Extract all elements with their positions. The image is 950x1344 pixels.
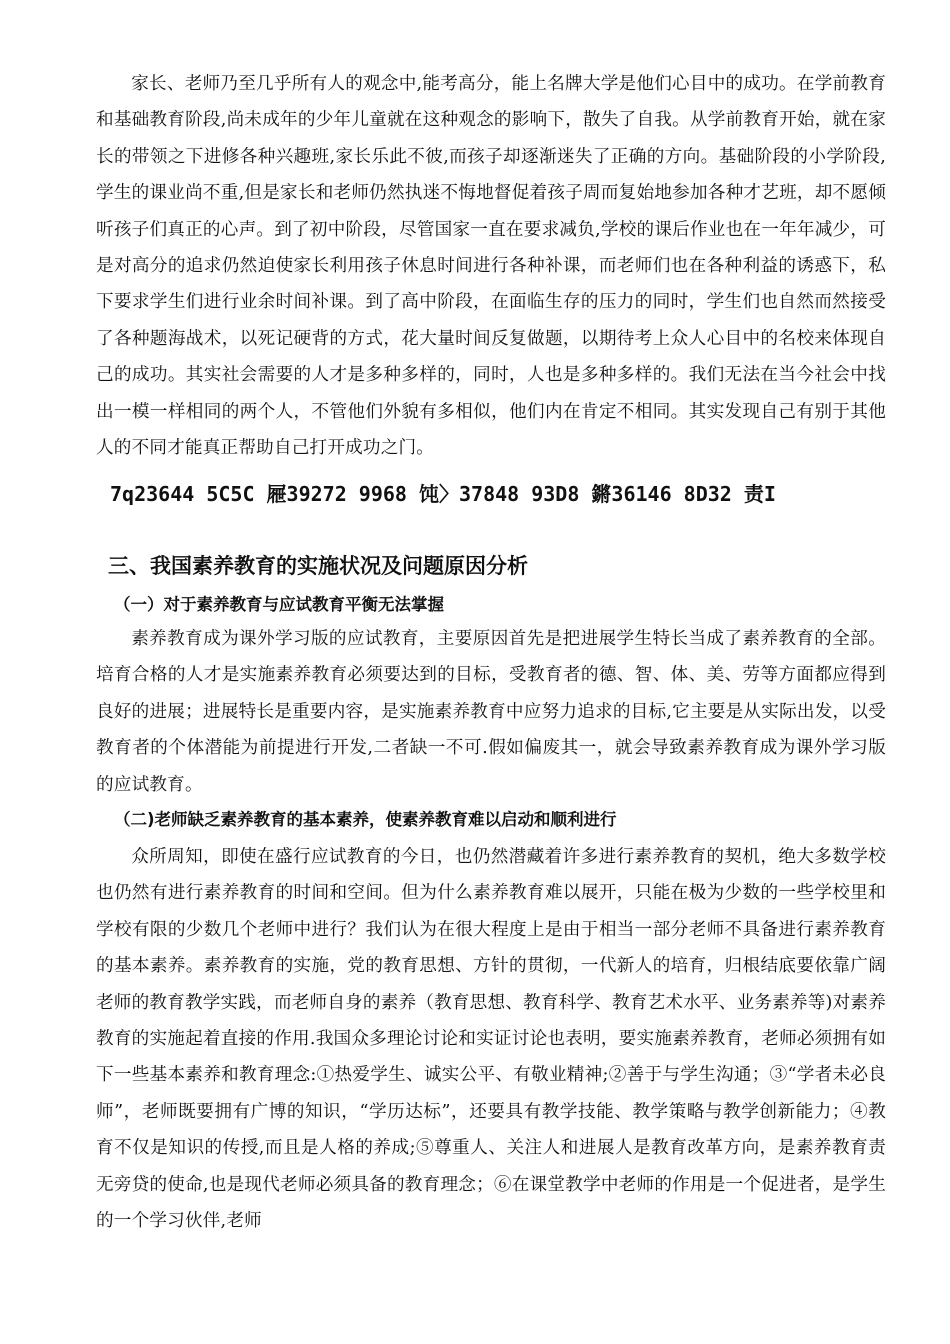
body-paragraph: 众所周知，即使在盛行应试教育的今日，也仍然潜藏着许多进行素养教育的契机，绝大多数学校也仍然有进行素养教育的时间和空间。但为什么素养教育难以展开，只能在极为少数的一些学校里和学校有限的少数几个老师中进行？我们认为在很大程度上是由于相当一部分老师不具备进行素养教育的基本素养。素养教育的实施，党的教育思想、方针的贯彻，一代新人的培育，归根结底要依靠广阔老师的教育教学实践，而老师自身的素养（教育思想、教育科学、教育艺术水平、业务素养等)对素养教育的实施起着直接的作用.我国众多理论讨论和实证讨论也表明，要实施素养教育，老师必须拥有如下一些基本素养和教育理念:①热爱学生、诚实公平、有敬业精神;②善于与学生沟通；③“学者未必良师”，老师既要拥有广博的知识，“学历达标”，还要具有教学技能、教学策略与教学创新能力；④教育不仅是知识的传授,而且是人格的养成;⑤尊重人、关注人和进展人是教育改革方向，是素养教育责无旁贷的使命,也是现代老师必须具备的教育理念；⑥在课堂教学中老师的作用是一个促进者，是学生的一个学习伙伴,老师 [96, 847, 886, 1232]
subheading: （一）对于素养教育与应试教育平衡无法掌握 [114, 595, 444, 614]
code-line: 7q23644 5C5C 屜39272 9968 饨〉37848 93D8 鏘36146 8D32 责I [110, 482, 776, 506]
body-paragraph: 素养教育成为课外学习版的应试教育，主要原因首先是把进展学生特长当成了素养教育的全部。培育合格的人才是实施素养教育必须要达到的目标，受教育者的德、智、体、美、劳等方面都应得到良好的进展；进展特长是重要内容，是实施素养教育中应努力追求的目标,它主要是从实际出发，以受教育者的个体潜能为前提进行开发,二者缺一不可.假如偏废其一，就会导致素养教育成为课外学习版的应试教育。 [96, 629, 886, 795]
subheading: （二)老师缺乏素养教育的基本素养，使素养教育难以启动和顺利进行 [114, 810, 617, 829]
body-paragraph: 家长、老师乃至几乎所有人的观念中,能考高分，能上名牌大学是他们心目中的成功。在学前教育和基础教育阶段,尚未成年的少年儿童就在这种观念的影响下，散失了自我。从学前教育开始，就在家长的带领之下进修各种兴趣班,家长乐此不彼,而孩子却逐渐迷失了正确的方向。基础阶段的小学阶段,学生的课业尚不重,但是家长和老师仍然执迷不悔地督促着孩子周而复始地参加各种才艺班，却不愿倾听孩子们真正的心声。到了初中阶段，尽管国家一直在要求减负,学校的课后作业也在一年年减少，可是对高分的追求仍然迫使家长利用孩子休息时间进行各种补课，而老师们也在各种利益的诱惑下，私下要求学生们进行业余时间补课。到了高中阶段，在面临生存的压力的同时，学生们也自然而然接受了各种题海战术，以死记硬背的方式，花大量时间反复做题，以期待考上众人心目中的名校来体现自己的成功。其实社会需要的人才是多种多样的，同时，人也是多种多样的。我们无法在当今社会中找出一模一样相同的两个人，不管他们外貌有多相似，他们内在肯定不相同。其实发现自己有别于其他人的不同才能真正帮助自己打开成功之门。 [96, 74, 886, 459]
section-heading: 三、我国素养教育的实施状况及问题原因分析 [108, 554, 528, 578]
